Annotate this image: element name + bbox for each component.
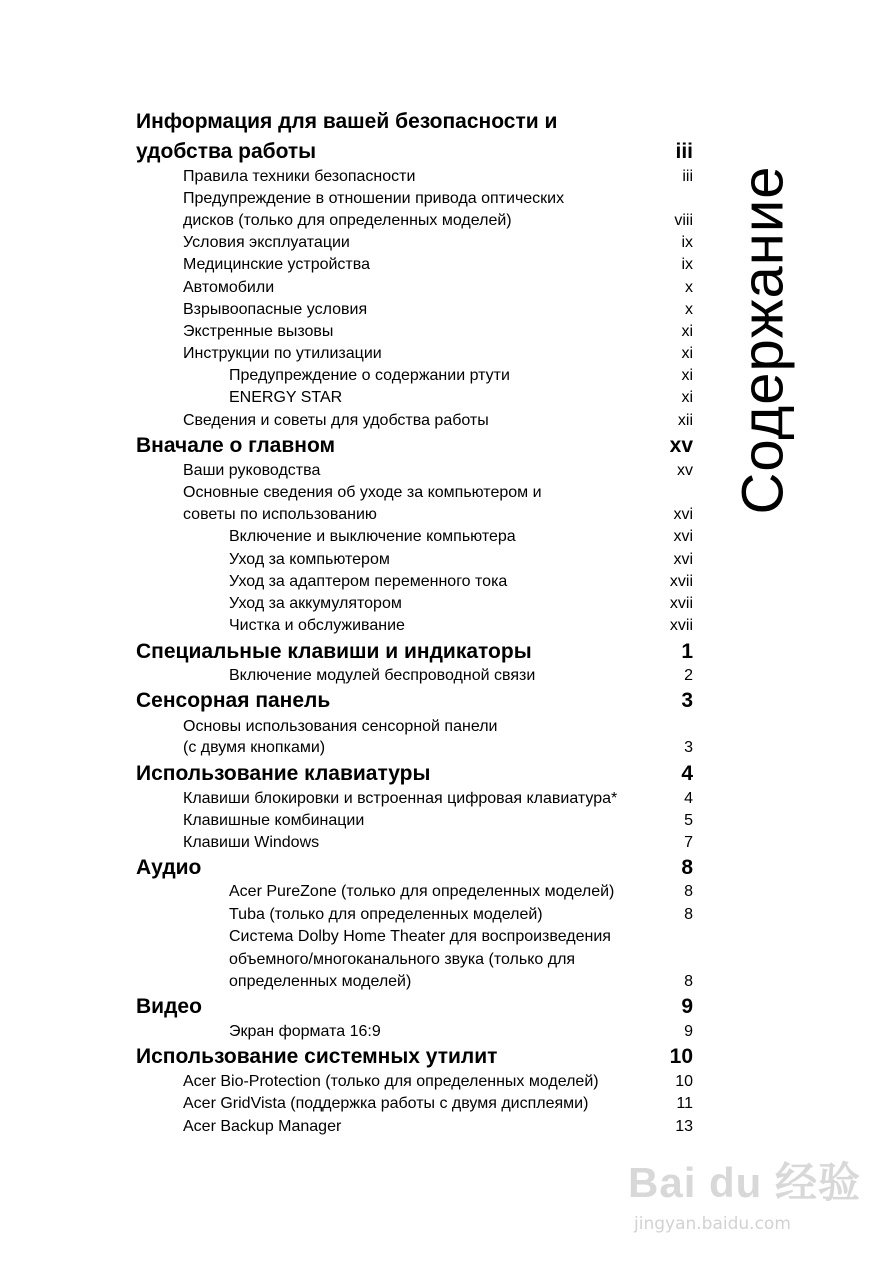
toc-entry[interactable] [0, 1095, 892, 1117]
toc-heading[interactable] [0, 110, 892, 138]
toc-entry-text: Правила техники безопасности [183, 168, 416, 185]
toc-entry[interactable] [0, 718, 892, 740]
toc-page-number: 5 [684, 812, 693, 829]
toc-page-number: 2 [684, 667, 693, 684]
toc-entry-text: Предупреждение о содержании ртути [229, 367, 510, 384]
toc-page-number: xv [669, 434, 693, 457]
toc-page-number: 3 [681, 689, 693, 712]
toc-entry[interactable] [0, 739, 892, 761]
toc-entry[interactable] [0, 834, 892, 856]
watermark-url: jingyan.baidu.com [634, 1214, 791, 1234]
toc-page-number: ix [681, 256, 693, 273]
toc-entry[interactable] [0, 573, 892, 595]
toc-page-number: 1 [681, 640, 693, 663]
toc-page-number: 8 [681, 856, 693, 879]
toc-entry-text: Видео [136, 995, 202, 1018]
toc-entry-text: Информация для вашей безопасности и [136, 110, 558, 133]
toc-entry[interactable] [0, 951, 892, 973]
toc-page-number: viii [674, 212, 693, 229]
toc-entry-text: Acer GridVista (поддержка работы с двумя дисплеями) [183, 1095, 589, 1112]
toc-entry-text: (с двумя кнопками) [183, 739, 326, 756]
toc-heading[interactable] [0, 640, 892, 668]
toc-page-number: 7 [684, 834, 693, 851]
page-title: Содержание [730, 165, 796, 515]
toc-heading[interactable] [0, 995, 892, 1023]
toc-entry[interactable] [0, 617, 892, 639]
toc-entry[interactable] [0, 1023, 892, 1045]
toc-entry-text: Использование системных утилит [136, 1045, 498, 1068]
toc-page-number: xvi [673, 506, 693, 523]
toc-page-number: ix [681, 234, 693, 251]
toc-entry-text: Система Dolby Home Theater для воспроизведения [229, 928, 611, 945]
toc-entry-text: Acer PureZone (только для определенных моделей) [229, 883, 615, 900]
toc-page-number: 8 [684, 973, 693, 990]
toc-page-number: xi [681, 323, 693, 340]
toc-page-number: xvii [669, 595, 693, 612]
toc-page-number: 4 [681, 762, 693, 785]
toc-entry-text: определенных моделей) [229, 973, 412, 990]
toc-entry[interactable] [0, 973, 892, 995]
toc-page-number: xvi [673, 528, 693, 545]
toc-entry-text: Ваши руководства [183, 462, 321, 479]
toc-entry[interactable] [0, 528, 892, 550]
toc-entry-text: Вначале о главном [136, 434, 336, 457]
toc-entry-text: удобства работы [136, 140, 317, 163]
toc-page-number: xv [677, 462, 693, 479]
toc-entry[interactable] [0, 1118, 892, 1140]
toc-page-number: xvii [669, 617, 693, 634]
toc-page-number: 3 [684, 739, 693, 756]
toc-heading[interactable] [0, 762, 892, 790]
toc-entry-text: Условия эксплуатации [183, 234, 350, 251]
toc-page-number: xii [677, 412, 693, 429]
toc-entry-text: Предупреждение в отношении привода оптических [183, 190, 565, 207]
toc-entry[interactable] [0, 667, 892, 689]
toc-entry-text: Уход за адаптером переменного тока [229, 573, 508, 590]
watermark-brand: Bai du 经验 [628, 1159, 862, 1206]
toc-entry-text: Уход за компьютером [229, 551, 390, 568]
toc-page-number: xvii [669, 573, 693, 590]
toc-page-number: 8 [684, 883, 693, 900]
toc-entry-text: Автомобили [183, 279, 275, 296]
toc-heading[interactable] [0, 856, 892, 884]
toc-entry-text: объемного/многоканального звука (только для [229, 951, 576, 968]
toc-entry-text: Основные сведения об уходе за компьютером и [183, 484, 542, 501]
toc-page-number: xi [681, 345, 693, 362]
toc-page-number: iii [682, 168, 693, 185]
toc-entry[interactable] [0, 1073, 892, 1095]
toc-entry-text: Специальные клавиши и индикаторы [136, 640, 532, 663]
toc-entry[interactable] [0, 595, 892, 617]
toc-entry-text: Включение модулей беспроводной связи [229, 667, 536, 684]
toc-entry-text: Экстренные вызовы [183, 323, 334, 340]
toc-entry-text: Использование клавиатуры [136, 762, 431, 785]
toc-entry-text: Клавишные комбинации [183, 812, 365, 829]
toc-page-number: 4 [684, 790, 693, 807]
toc-entry[interactable] [0, 812, 892, 834]
toc-entry-text: Экран формата 16:9 [229, 1023, 381, 1040]
toc-entry-text: Acer Backup Manager [183, 1118, 342, 1135]
toc-entry-text: Основы использования сенсорной панели [183, 718, 498, 735]
toc-entry[interactable] [0, 790, 892, 812]
toc-entry-text: Медицинские устройства [183, 256, 370, 273]
toc-page-number: 9 [684, 1023, 693, 1040]
toc-entry-text: Клавиши блокировки и встроенная цифровая клавиатура* [183, 790, 618, 807]
toc-entry-text: Чистка и обслуживание [229, 617, 405, 634]
toc-entry-text: советы по использованию [183, 506, 377, 523]
toc-entry-text: Сведения и советы для удобства работы [183, 412, 489, 429]
toc-entry-text: Инструкции по утилизации [183, 345, 382, 362]
toc-entry-text: Tuba (только для определенных моделей) [229, 906, 543, 923]
toc-entry-text: Сенсорная панель [136, 689, 331, 712]
watermark [628, 1150, 862, 1234]
toc-page-number: 13 [675, 1118, 693, 1135]
toc-heading[interactable] [0, 689, 892, 717]
toc-heading[interactable] [0, 140, 892, 168]
toc-page-number: 11 [676, 1095, 693, 1112]
toc-entry-text: Взрывоопасные условия [183, 301, 368, 318]
toc-page-number: x [685, 301, 693, 318]
toc-entry[interactable] [0, 551, 892, 573]
toc-page-number: iii [675, 140, 693, 163]
toc-entry-text: Уход за аккумулятором [229, 595, 402, 612]
toc-page-number: 9 [681, 995, 693, 1018]
toc-entry-text: Acer Bio-Protection (только для определенных моделей) [183, 1073, 599, 1090]
toc-entry[interactable] [0, 906, 892, 928]
toc-page-number: 10 [669, 1045, 693, 1068]
toc-page-number: xi [681, 367, 693, 384]
toc-entry-text: Включение и выключение компьютера [229, 528, 516, 545]
toc-entry[interactable] [0, 883, 892, 905]
toc-page-number: 10 [675, 1073, 693, 1090]
toc-page-number: x [685, 279, 693, 296]
toc-entry-text: Клавиши Windows [183, 834, 320, 851]
toc-entry-text: Аудио [136, 856, 202, 879]
toc-page-number: 8 [684, 906, 693, 923]
toc-entry-text: дисков (только для определенных моделей) [183, 212, 512, 229]
toc-page-number: xi [681, 389, 693, 406]
toc-entry-text: ENERGY STAR [229, 389, 343, 406]
toc-page-number: xvi [673, 551, 693, 568]
toc-entry[interactable] [0, 928, 892, 950]
toc-heading[interactable] [0, 1045, 892, 1073]
